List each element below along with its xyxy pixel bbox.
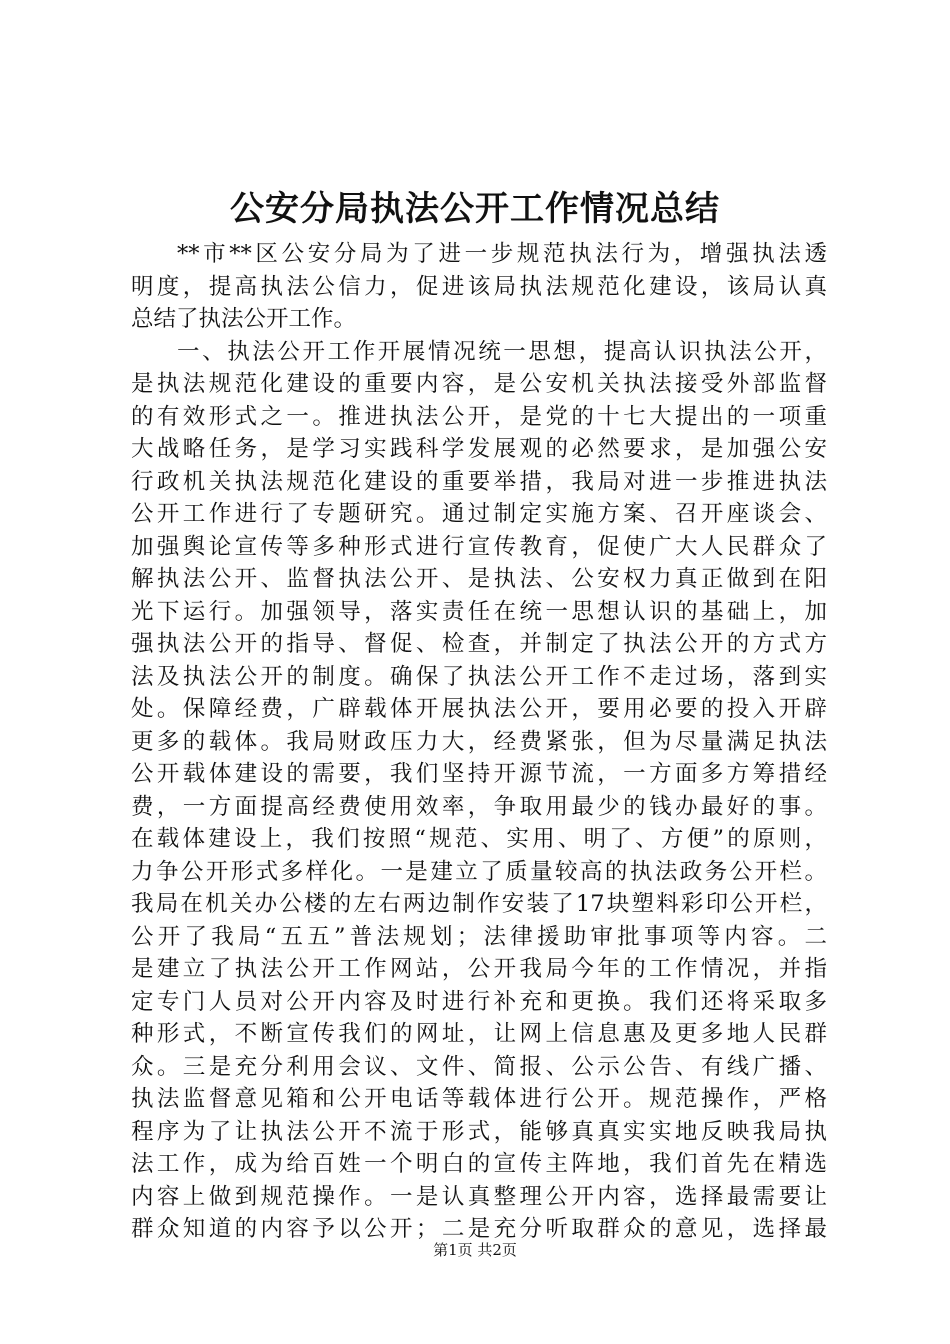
text-line: 的有效形式之一。推进执法公开，是党的十七大提出的一项重 (131, 403, 827, 430)
text-line: 光下运行。加强领导，落实责任在统一思想认识的基础上，加 (131, 598, 827, 625)
document-body (131, 238, 827, 1246)
text-line: 明度，提高执法公信力，促进该局执法规范化建设，该局认真 (131, 273, 827, 300)
text-line: 内容上做到规范操作。一是认真整理公开内容，选择最需要让 (131, 1183, 827, 1210)
text-line: 群众知道的内容予以公开；二是充分听取群众的意见，选择最 (131, 1216, 827, 1242)
text-line: 解执法公开、监督执法公开、是执法、公安权力真正做到在阳 (131, 566, 827, 592)
text-line: 法及执法公开的制度。确保了执法公开工作不走过场，落到实 (131, 663, 827, 690)
text-line: **市**区公安分局为了进一步规范执法行为，增强执法透 (177, 241, 827, 267)
text-line: 加强舆论宣传等多种形式进行宣传教育，促使广大人民群众了 (131, 533, 827, 560)
text-line: 费，一方面提高经费使用效率，争取用最少的钱办最好的事。 (131, 793, 827, 820)
text-line: 总结了执法公开工作。 (131, 306, 357, 332)
text-line: 公开了我局“五五”普法规划；法律援助审批事项等内容。二 (131, 923, 827, 950)
text-line: 力争公开形式多样化。一是建立了质量较高的执法政务公开栏。 (131, 858, 827, 885)
text-line: 强执法公开的指导、督促、检查，并制定了执法公开的方式方 (131, 631, 827, 657)
text-line: 公开载体建设的需要，我们坚持开源节流，一方面多方筹措经 (131, 761, 827, 787)
page-footer: 第1页 共2页 (433, 1241, 517, 1259)
text-line: 大战略任务，是学习实践科学发展观的必然要求，是加强公安 (131, 436, 827, 462)
text-line: 定专门人员对公开内容及时进行补充和更换。我们还将采取多 (131, 988, 827, 1015)
text-line: 种形式，不断宣传我们的网址，让网上信息惠及更多地人民群 (131, 1021, 827, 1047)
document-title: 公安分局执法公开工作情况总结 (230, 189, 720, 229)
text-line: 执法监督意见箱和公开电话等载体进行公开。规范操作，严格 (131, 1086, 827, 1112)
text-line: 我局在机关办公楼的左右两边制作安装了17块塑料彩印公开栏， (131, 891, 827, 917)
text-line: 众。三是充分利用会议、文件、简报、公示公告、有线广播、 (131, 1053, 827, 1080)
text-line: 更多的载体。我局财政压力大，经费紧张，但为尽量满足执法 (131, 728, 827, 755)
text-line: 公开工作进行了专题研究。通过制定实施方案、召开座谈会、 (131, 501, 827, 527)
text-line: 行政机关执法规范化建设的重要举措，我局对进一步推进执法 (131, 468, 827, 495)
text-line: 处。保障经费，广辟载体开展执法公开，要用必要的投入开辟 (131, 696, 827, 722)
text-line: 程序为了让执法公开不流于形式，能够真真实实地反映我局执 (131, 1118, 827, 1145)
text-line: 法工作，成为给百姓一个明白的宣传主阵地，我们首先在精选 (131, 1151, 827, 1177)
text-line: 是建立了执法公开工作网站，公开我局今年的工作情况，并指 (131, 956, 827, 982)
text-line: 在载体建设上，我们按照“规范、实用、明了、方便”的原则， (131, 826, 827, 852)
text-line: 一、执法公开工作开展情况统一思想，提高认识执法公开， (177, 338, 827, 365)
text-line: 是执法规范化建设的重要内容，是公安机关执法接受外部监督 (131, 371, 827, 397)
